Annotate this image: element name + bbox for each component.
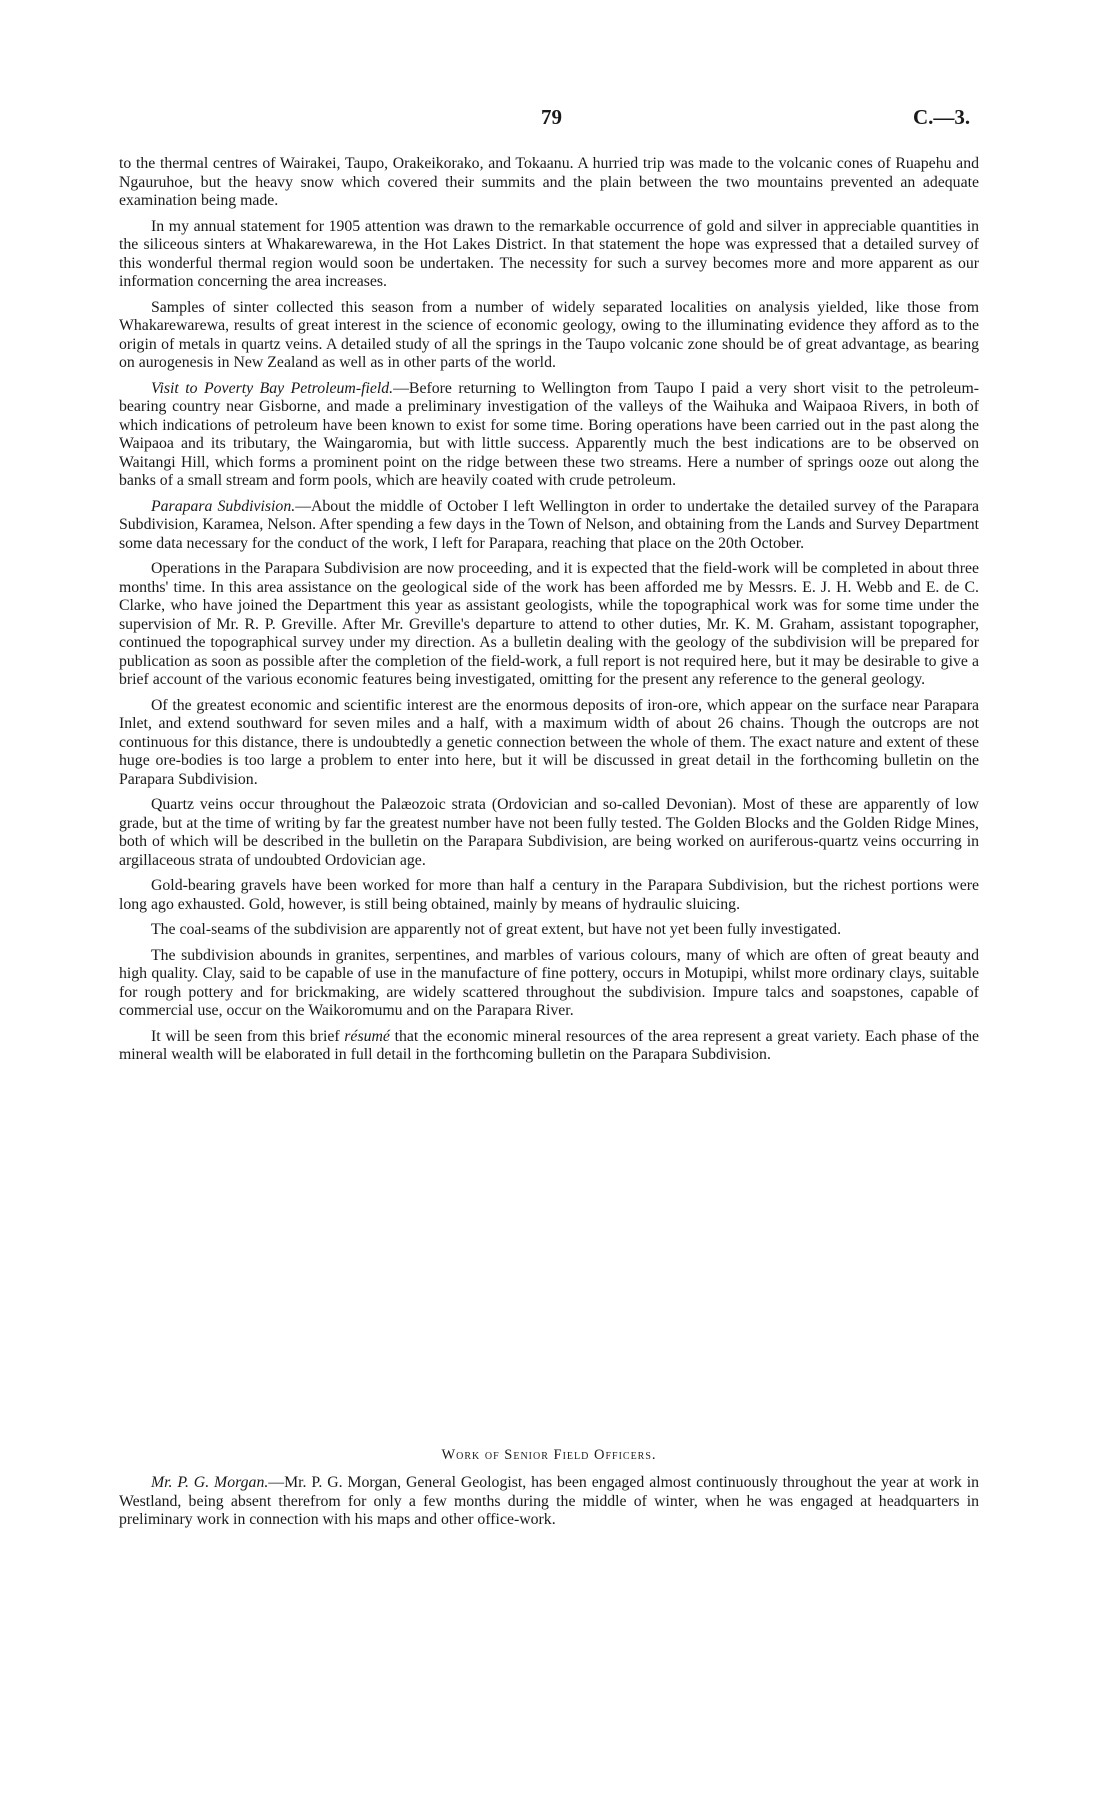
paragraph [119, 498, 979, 554]
paragraph-body: that the economic mineral resources of the area represent a great variety. Each phase of the mineral wealth will be elaborated in full detail in the forthcoming bulletin on the Parapara Subdivision. [119, 1027, 979, 1063]
paragraph-heading: Parapara Subdivision. [151, 497, 296, 515]
paragraph-heading: Mr. P. G. Morgan. [151, 1474, 269, 1491]
paragraph: Samples of sinter collected this season from a number of widely separated localities on analysis yielded, like those from Whakarewarewa, results of great interest in the science of economic geology, owing to the illuminating evidence they afford as to the origin of metals in quartz veins. A detailed study of all the springs in the Taupo volcanic zone should be of great advantage, as bearing on aurogenesis in New Zealand as well as in other parts of the world. [119, 298, 979, 371]
paragraph-heading: Visit to Poverty Bay Petroleum-field. [151, 379, 394, 397]
paragraph: Operations in the Parapara Subdivision are now proceeding, and it is expected that the field-work will be completed in about three months' time. In this area assistance on the geological side of the work has been afforded me by Messrs. E. J. H. Webb and E. de C. Clarke, who have joined the Department this year as assistant geologists, while the topographical work was for some time under the supervision of Mr. R. P. Greville. After Mr. Greville's departure to attend to other duties, Mr. K. M. Graham, assistant topographer, continued the topographical survey under my direction. As a bulletin dealing with the geology of the subdivision will be prepared for publication as soon as possible after the completion of the field-work, a full report is not required here, but it may be desirable to give a brief account of the various economic features being investigated, omitting for the present any reference to the general geology. [119, 560, 979, 688]
italic-term: résumé [344, 1027, 390, 1045]
paragraph: Of the greatest economic and scientific interest are the enormous deposits of iron-ore, which appear on the surface near Parapara Inlet, and extend southward for seven miles and a half, with a maximum width of about 26 chains. Though the outcrops are not continuous for this distance, there is undoubtedly a genetic connection between the whole of them. The exact nature and extent of these huge ore-bodies is too large a problem to enter into here, but it will be discussed in great detail in the forthcoming bulletin on the Parapara Subdivision. [119, 696, 979, 788]
paragraph-body: —About the middle of October I left Wellington in order to undertake the detailed survey of the Parapara Subdivision, Karamea, Nelson. After spending a few days in the Town of Nelson, and obtaining from the Lands and Survey Department some data necessary for the conduct of the work, I left for Parapara, reaching that place on the 20th October. [119, 497, 980, 552]
paragraph [119, 1028, 979, 1065]
paragraph: The subdivision abounds in granites, serpentines, and marbles of various colours, many of which are often of great beauty and high quality. Clay, said to be capable of use in the manufacture of fine pottery, occurs in Motupipi, whilst more ordinary clays, suitable for rough pottery and for brickmaking, are widely scattered throughout the subdivision. Impure talcs and soapstones, capable of commercial use, occur on the Waikoromumu and on the Parapara River. [119, 946, 979, 1019]
section-text [119, 1474, 979, 1530]
document-code: C.—3. [913, 105, 971, 129]
body-text [119, 155, 979, 1072]
paragraph-body: It will be seen from this brief [151, 1027, 345, 1045]
paragraph [119, 1474, 979, 1530]
page-number: 79 [541, 105, 562, 129]
paragraph: to the thermal centres of Wairakei, Taupo, Orakeikorako, and Tokaanu. A hurried trip was made to the volcanic cones of Ruapehu and Ngauruhoe, but the heavy snow which covered their summits and the plain between the two mountains prevented an adequate examination being made. [119, 155, 979, 209]
paragraph: Quartz veins occur throughout the Palæozoic strata (Ordovician and so-called Devonian). Most of these are apparently of low grade, but at the time of writing by far the greatest number have not been fully tested. The Golden Blocks and the Golden Ridge Mines, both of which will be described in the bulletin on the Parapara Subdivision, are being worked on auriferous-quartz veins occurring in argillaceous strata of undoubted Ordovician age. [119, 796, 979, 869]
paragraph-body: —Mr. P. G. Morgan, General Geologist, has been engaged almost continuously throughout the year at work in Westland, being absent therefrom for only a few months during the middle of winter, when he was engaged at headquarters in preliminary work in connection with his maps and other office-work. [119, 1474, 979, 1528]
paragraph: In my annual statement for 1905 attention was drawn to the remarkable occurrence of gold and silver in appreciable quantities in the siliceous sinters at Whakarewarewa, in the Hot Lakes District. In that statement the hope was expressed that a detailed survey of this wonderful thermal region would soon be undertaken. The necessity for such a survey becomes more and more apparent as our information concerning the area increases. [119, 217, 979, 290]
paragraph-body: —Before returning to Wellington from Taupo I paid a very short visit to the petroleum-bearing country near Gisborne, and made a preliminary investigation of the valleys of the Waihuka and Waipaoa Rivers, in both of which indications of petroleum have been known to exist for some time. Boring operations have been carried out in the past along the Waipaoa and its tributary, the Waingaromia, but with little success. Apparently much the best indications are to be observed on Waitangi Hill, which forms a prominent point on the ridge between these two streams. Here a number of springs ooze out along the banks of a small stream and form pools, which are heavily coated with crude petroleum. [119, 379, 980, 489]
paragraph: The coal-seams of the subdivision are apparently not of great extent, but have not yet been fully investigated. [151, 921, 842, 938]
section-heading: Work of Senior Field Officers. [441, 1447, 657, 1463]
paragraph [119, 380, 979, 491]
paragraph: Gold-bearing gravels have been worked for more than half a century in the Parapara Subdivision, but the richest portions were long ago exhausted. Gold, however, is still being obtained, mainly by means of hydraulic sluicing. [119, 877, 979, 913]
